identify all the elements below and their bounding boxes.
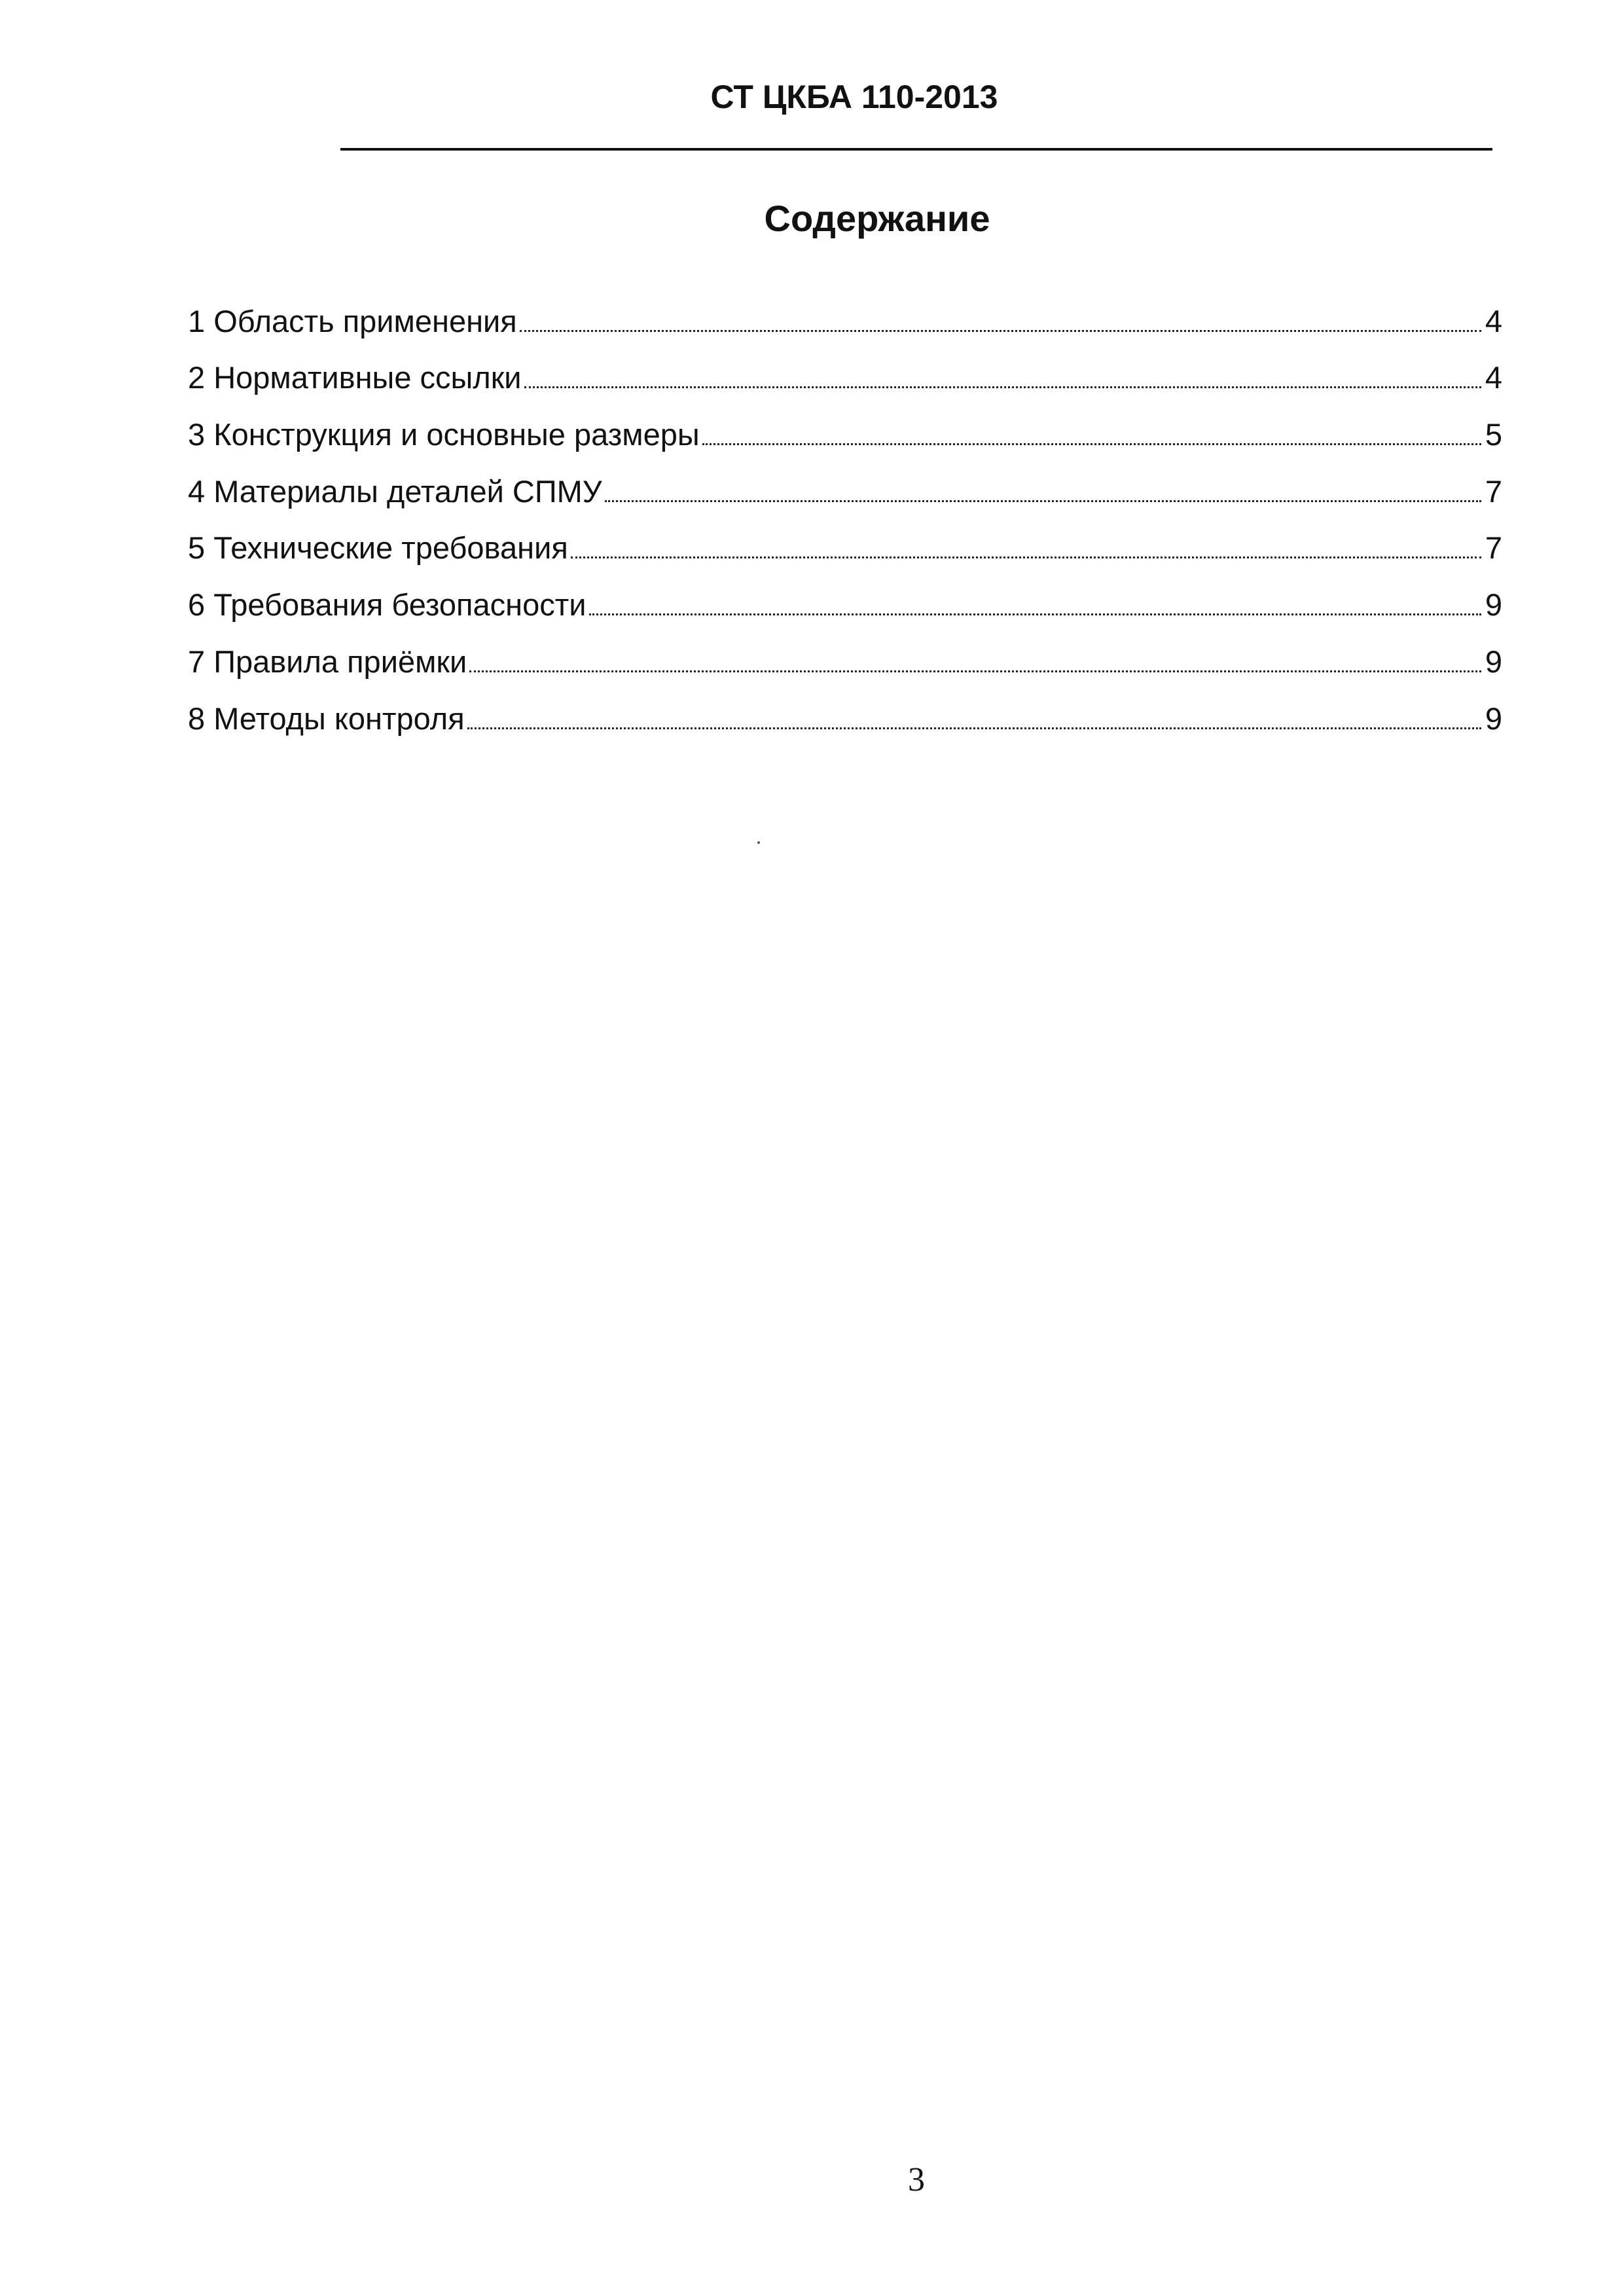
- dot-leader: [469, 670, 1481, 672]
- toc-entry-label: 6 Требования безопасности: [188, 587, 586, 623]
- dot-leader: [520, 330, 1481, 332]
- toc-entry-page: 4: [1485, 360, 1502, 395]
- dot-leader: [524, 386, 1481, 388]
- toc-entry-label: 2 Нормативные ссылки: [188, 360, 522, 395]
- toc-entry-page: 4: [1485, 303, 1502, 338]
- dot-leader: [589, 613, 1482, 615]
- toc-entry-technical-requirements[interactable]: [188, 510, 1502, 567]
- dot-leader: [467, 727, 1481, 729]
- scan-speck: [757, 841, 760, 844]
- document-code: СТ ЦКБА 110-2013: [710, 79, 998, 115]
- toc-entry-normative-references[interactable]: [188, 340, 1502, 397]
- toc-entry-acceptance-rules[interactable]: [188, 623, 1502, 680]
- toc-entry-design-dimensions[interactable]: [188, 396, 1502, 453]
- toc-entry-label: 7 Правила приёмки: [188, 644, 467, 679]
- toc-entry-materials[interactable]: [188, 453, 1502, 510]
- toc-entry-control-methods[interactable]: [188, 680, 1502, 737]
- toc-entry-label: 5 Технические требования: [188, 530, 568, 566]
- dot-leader: [571, 556, 1481, 558]
- dot-leader: [605, 500, 1481, 502]
- toc-entry-scope[interactable]: [188, 283, 1502, 340]
- table-of-contents: [188, 283, 1502, 737]
- toc-entry-page: 7: [1485, 530, 1502, 566]
- toc-entry-page: 5: [1485, 417, 1502, 452]
- toc-entry-label: 1 Область применения: [188, 303, 517, 338]
- header-rule: [340, 148, 1492, 151]
- toc-entry-label: 8 Методы контроля: [188, 701, 465, 736]
- toc-entry-page: 9: [1485, 701, 1502, 736]
- toc-title: Содержание: [764, 198, 990, 239]
- toc-entry-label: 4 Материалы деталей СПМУ: [188, 473, 602, 509]
- dot-leader: [702, 443, 1481, 445]
- toc-entry-safety-requirements[interactable]: [188, 566, 1502, 623]
- toc-entry-page: 7: [1485, 473, 1502, 509]
- toc-entry-label: 3 Конструкция и основные размеры: [188, 417, 700, 452]
- page-number: 3: [908, 2161, 925, 2198]
- toc-entry-page: 9: [1485, 644, 1502, 679]
- toc-entry-page: 9: [1485, 587, 1502, 623]
